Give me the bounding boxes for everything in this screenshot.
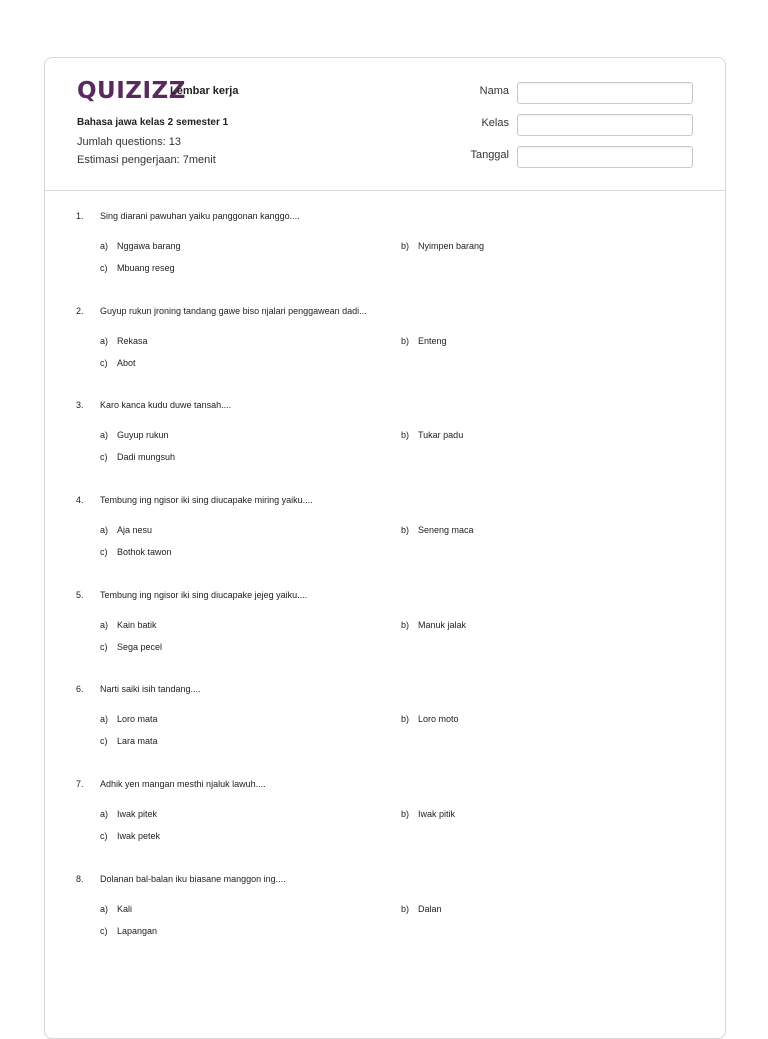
option-b[interactable] xyxy=(401,620,466,630)
option-text: Loro moto xyxy=(418,714,459,724)
option-key: b) xyxy=(401,904,410,914)
option-text: Iwak petek xyxy=(117,831,161,841)
option-key: b) xyxy=(401,620,410,630)
question-number: 4. xyxy=(76,495,84,505)
option-key: b) xyxy=(401,714,410,724)
option-key: a) xyxy=(100,525,109,535)
option-text: Iwak pitek xyxy=(117,809,158,819)
question-item xyxy=(45,475,725,570)
question-text: Adhik yen mangan mesthi njaluk lawuh.... xyxy=(100,779,266,789)
question-text: Sing diarani pawuhan yaiku panggonan kanggo.... xyxy=(100,211,300,221)
option-key: c) xyxy=(100,736,108,746)
option-text: Rekasa xyxy=(117,336,148,346)
option-key: a) xyxy=(100,904,109,914)
option-c[interactable] xyxy=(100,736,158,746)
option-key: b) xyxy=(401,336,410,346)
question-item xyxy=(45,191,725,286)
option-key: a) xyxy=(100,714,109,724)
option-a[interactable] xyxy=(100,714,158,724)
option-text: Guyup rukun xyxy=(117,430,169,440)
option-c[interactable] xyxy=(100,358,136,368)
question-number: 7. xyxy=(76,779,84,789)
quiz-title: Bahasa jawa kelas 2 semester 1 xyxy=(77,117,229,128)
question-text: Tembung ing ngisor iki sing diucapake jejeg yaiku.... xyxy=(100,590,308,600)
worksheet xyxy=(44,57,726,1039)
option-b[interactable] xyxy=(401,714,459,724)
option-a[interactable] xyxy=(100,904,132,914)
option-key: c) xyxy=(100,831,108,841)
question-text: Narti saiki isih tandang.... xyxy=(100,684,201,694)
option-b[interactable] xyxy=(401,525,474,535)
question-item xyxy=(45,380,725,475)
estimated-time: Estimasi pengerjaan: 7menit xyxy=(77,154,216,166)
option-key: a) xyxy=(100,336,109,346)
option-text: Mbuang reseg xyxy=(117,263,175,273)
option-a[interactable] xyxy=(100,430,169,440)
option-key: a) xyxy=(100,430,109,440)
option-text: Loro mata xyxy=(117,714,158,724)
option-text: Enteng xyxy=(418,336,447,346)
date-field[interactable] xyxy=(517,146,693,168)
class-label: Kelas xyxy=(481,117,509,129)
option-key: b) xyxy=(401,809,410,819)
worksheet-header xyxy=(45,58,725,191)
date-label: Tanggal xyxy=(470,149,509,161)
option-text: Manuk jalak xyxy=(418,620,467,630)
option-text: Bothok tawon xyxy=(117,547,172,557)
option-text: Kain batik xyxy=(117,620,157,630)
option-text: Kali xyxy=(117,904,133,914)
option-text: Dadi mungsuh xyxy=(117,452,176,462)
option-key: b) xyxy=(401,241,410,251)
question-item xyxy=(45,759,725,854)
quizizz-logo: QUIZIZZ xyxy=(77,78,186,104)
option-key: c) xyxy=(100,263,108,273)
option-a[interactable] xyxy=(100,809,157,819)
option-b[interactable] xyxy=(401,241,484,251)
question-item xyxy=(45,664,725,759)
option-text: Iwak pitik xyxy=(418,809,456,819)
option-key: b) xyxy=(401,430,410,440)
option-text: Tukar padu xyxy=(418,430,464,440)
option-c[interactable] xyxy=(100,547,172,557)
option-text: Dalan xyxy=(418,904,442,914)
option-key: a) xyxy=(100,241,109,251)
option-text: Nyimpen barang xyxy=(418,241,485,251)
name-label: Nama xyxy=(479,85,509,97)
question-number: 6. xyxy=(76,684,84,694)
question-number: 2. xyxy=(76,306,84,316)
option-a[interactable] xyxy=(100,620,157,630)
question-text: Dolanan bal-balan iku biasane manggon ing.... xyxy=(100,874,286,884)
option-text: Abot xyxy=(117,358,136,368)
option-key: c) xyxy=(100,452,108,462)
question-text: Karo kanca kudu duwe tansah.... xyxy=(100,400,232,410)
option-c[interactable] xyxy=(100,263,175,273)
question-item xyxy=(45,286,725,381)
question-item xyxy=(45,854,725,949)
class-field[interactable] xyxy=(517,114,693,136)
option-text: Seneng maca xyxy=(418,525,474,535)
option-key: a) xyxy=(100,809,109,819)
question-number: 8. xyxy=(76,874,84,884)
questions-count: Jumlah questions: 13 xyxy=(77,136,181,148)
option-a[interactable] xyxy=(100,336,148,346)
option-text: Sega pecel xyxy=(117,642,163,652)
option-c[interactable] xyxy=(100,452,175,462)
option-key: b) xyxy=(401,525,410,535)
option-b[interactable] xyxy=(401,430,463,440)
option-key: c) xyxy=(100,547,108,557)
option-b[interactable] xyxy=(401,336,447,346)
option-c[interactable] xyxy=(100,831,160,841)
question-item xyxy=(45,570,725,665)
question-text: Guyup rukun jroning tandang gawe biso njalari penggawean dadi... xyxy=(100,306,367,316)
option-key: c) xyxy=(100,926,108,936)
option-b[interactable] xyxy=(401,809,455,819)
option-key: a) xyxy=(100,620,109,630)
option-key: c) xyxy=(100,358,108,368)
name-field[interactable] xyxy=(517,82,693,104)
option-c[interactable] xyxy=(100,926,157,936)
option-text: Aja nesu xyxy=(117,525,153,535)
option-b[interactable] xyxy=(401,904,442,914)
option-a[interactable] xyxy=(100,525,152,535)
option-a[interactable] xyxy=(100,241,181,251)
option-text: Nggawa barang xyxy=(117,241,181,251)
document-type: Lembar kerja xyxy=(170,85,239,97)
option-text: Lapangan xyxy=(117,926,158,936)
question-text: Tembung ing ngisor iki sing diucapake miring yaiku.... xyxy=(100,495,313,505)
question-number: 3. xyxy=(76,400,84,410)
question-number: 1. xyxy=(76,211,84,221)
option-key: c) xyxy=(100,642,108,652)
option-c[interactable] xyxy=(100,642,162,652)
question-number: 5. xyxy=(76,590,84,600)
option-text: Lara mata xyxy=(117,736,158,746)
